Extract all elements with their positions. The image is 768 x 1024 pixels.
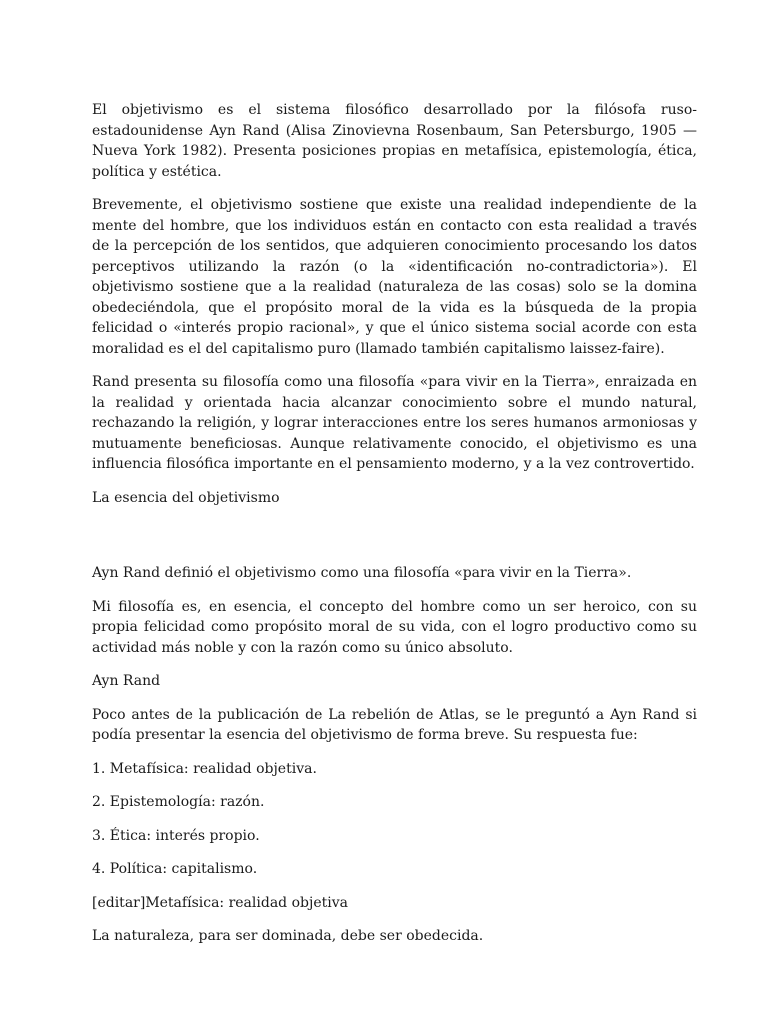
paragraph-intro: El objetivismo es el sistema filosófico desarrollado por la filósofa ruso-estadounidense Ayn Rand (Alisa Zinovievna Rosenbaum, San Petersburgo, 1905 — Nueva York 1982). Presenta posiciones propias en metafísica, epistemología, ética, política y estética. bbox=[92, 102, 697, 180]
quote-attribution: Ayn Rand bbox=[92, 673, 161, 689]
quote-paragraph: Mi filosofía es, en esencia, el concepto del hombre como un ser heroico, con su propia felicidad como propósito moral de su vida, con el logro productivo como su actividad más noble y con la razón como su único absoluto. bbox=[92, 598, 697, 656]
paragraph-question: Poco antes de la publicación de La rebelión de Atlas, se le preguntó a Ayn Rand si podía presentar la esencia del objetivismo de forma breve. Su respuesta fue: bbox=[92, 706, 697, 743]
blank-gap bbox=[92, 521, 697, 563]
paragraph-summary: Brevemente, el objetivismo sostiene que existe una realidad independiente de la mente del hombre, que los individuos están en contacto con esta realidad a través de la percepción de los sentidos, que adquieren conocimiento procesando los datos perceptivos utilizando la razón (o la «identificación no-contradictoria»). El objetivismo sostiene que a la realidad (naturaleza de las cosas) solo se la domina obedeciéndola, que el propósito moral de la vida es la búsqueda de la propia felicidad o «interés propio racional», y que el único sistema social acorde con esta moralidad es el del capitalismo puro (llamado también capitalismo laissez-faire). bbox=[92, 197, 697, 357]
section-heading-metaphysics: [editar]Metafísica: realidad objetiva bbox=[92, 894, 348, 911]
document-page bbox=[92, 100, 697, 960]
list-item: 3. Ética: interés propio. bbox=[92, 827, 260, 844]
paragraph-definition: Ayn Rand definió el objetivismo como una filosofía «para vivir en la Tierra». bbox=[92, 565, 632, 581]
list-item: 2. Epistemología: razón. bbox=[92, 794, 265, 810]
list-item: 4. Política: capitalismo. bbox=[92, 861, 258, 877]
paragraph-rand-philosophy: Rand presenta su filosofía como una filosofía «para vivir en la Tierra», enraizada en la realidad y orientada hacia alcanzar conocimiento sobre el mundo natural, rechazando la religión, y lograr interacciones entre los seres humanos armoniosas y mutuamente beneficiosas. Aunque relativamente conocido, el objetivismo es una influencia filosófica importante en el pensamiento moderno, y a la vez controvertido. bbox=[92, 374, 697, 472]
paragraph-nature: La naturaleza, para ser dominada, debe ser obedecida. bbox=[92, 928, 484, 944]
section-heading-essence: La esencia del objetivismo bbox=[92, 489, 280, 506]
list-item: 1. Metafísica: realidad objetiva. bbox=[92, 760, 317, 777]
